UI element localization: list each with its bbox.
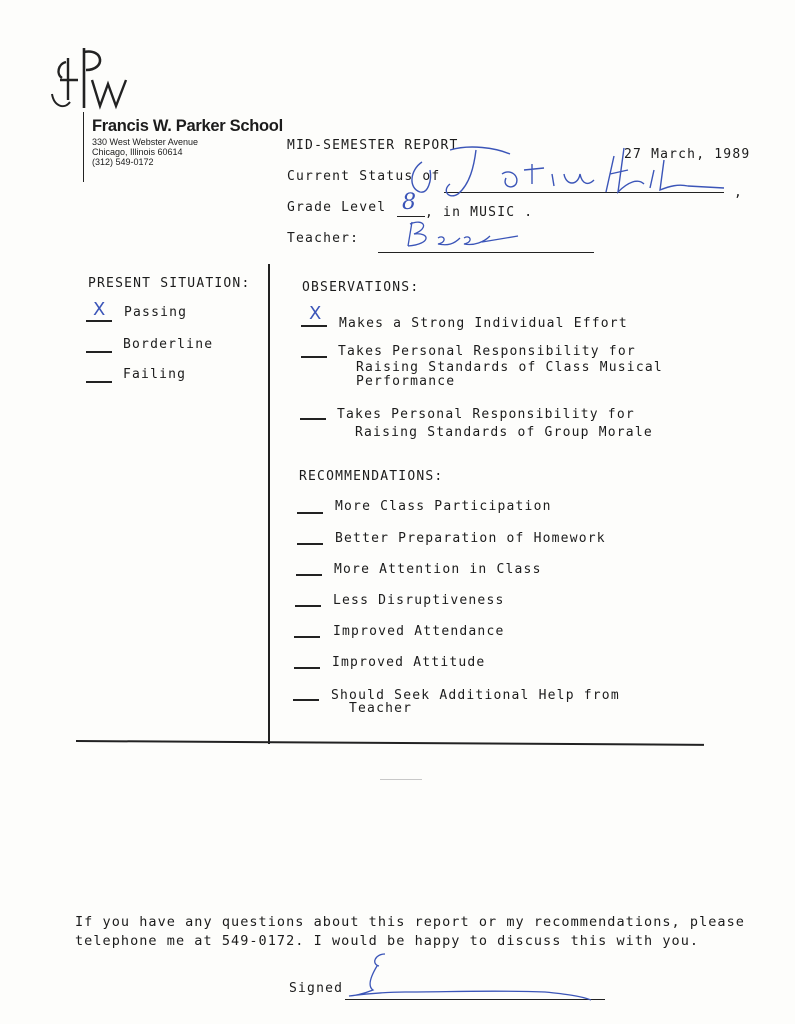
school-name: Francis W. Parker School xyxy=(92,117,283,135)
signed-label: Signed xyxy=(289,981,344,996)
letterhead-rule xyxy=(83,112,84,182)
school-monogram-logo xyxy=(48,44,132,116)
address-city: Chicago, Illinois 60614 xyxy=(92,147,183,157)
report-date: 27 March, 1989 xyxy=(624,147,751,162)
footer-note-line1: If you have any questions about this report or my recommendations, please xyxy=(75,914,745,930)
recommendation-label: Better Preparation of Homework xyxy=(335,531,606,546)
recommendations-heading: RECOMMENDATIONS: xyxy=(299,469,444,484)
observation-label: Makes a Strong Individual Effort xyxy=(339,316,628,331)
situation-label: Failing xyxy=(123,367,187,382)
teacher-signature-mark xyxy=(345,948,605,1004)
recommendation-label: Improved Attendance xyxy=(333,624,505,639)
situation-blank xyxy=(86,381,112,383)
situation-label: Passing xyxy=(124,305,188,320)
observation-check-mark: X xyxy=(309,303,322,324)
observation-label-line1: Takes Personal Responsibility for xyxy=(338,344,636,359)
observation-blank xyxy=(301,325,327,327)
recommendation-blank xyxy=(295,605,321,607)
situation-check-mark: X xyxy=(93,299,106,320)
situation-blank xyxy=(86,320,112,322)
recommendation-blank xyxy=(297,512,323,514)
grade-subject: , in MUSIC . xyxy=(425,205,534,220)
recommendation-label: Improved Attitude xyxy=(332,655,486,670)
grade-value-handwritten: 8 xyxy=(402,190,416,215)
recommendation-blank xyxy=(293,699,319,701)
present-situation-heading: PRESENT SITUATION: xyxy=(88,276,251,291)
column-divider xyxy=(268,264,270,744)
observation-label-line2: Raising Standards of Class Musical xyxy=(356,360,663,375)
recommendation-label-line2: Teacher xyxy=(349,701,413,716)
recommendation-blank xyxy=(294,667,320,669)
faint-divider xyxy=(380,779,422,780)
recommendation-blank xyxy=(296,574,322,576)
footer-note-line2: telephone me at 549-0172. I would be happy to discuss this with you. xyxy=(75,933,700,949)
observations-heading: OBSERVATIONS: xyxy=(302,280,420,295)
recommendation-label: More Class Participation xyxy=(335,499,552,514)
report-title: MID-SEMESTER REPORT xyxy=(287,138,459,153)
section-bottom-rule xyxy=(76,740,704,745)
observation-blank xyxy=(301,356,327,358)
recommendation-label: Less Disruptiveness xyxy=(333,593,505,608)
school-address xyxy=(92,137,198,167)
teacher-label: Teacher: xyxy=(287,231,360,246)
observation-label-line3: Performance xyxy=(356,374,456,389)
address-phone: (312) 549-0172 xyxy=(92,157,154,167)
status-label: Current Status of xyxy=(287,169,441,184)
observation-label-line1: Takes Personal Responsibility for xyxy=(337,407,635,422)
situation-label: Borderline xyxy=(123,337,214,352)
observation-label-line2: Raising Standards of Group Morale xyxy=(355,425,653,440)
recommendation-blank xyxy=(297,543,323,545)
grade-label: Grade Level xyxy=(287,200,387,215)
teacher-signature xyxy=(398,214,522,254)
recommendation-blank xyxy=(294,636,320,638)
address-street: 330 West Webster Avenue xyxy=(92,137,199,147)
recommendation-label-line1: Should Seek Additional Help from xyxy=(331,688,620,703)
recommendation-label: More Attention in Class xyxy=(334,562,542,577)
observation-blank xyxy=(300,418,326,420)
situation-blank xyxy=(86,351,112,353)
status-trailing-comma: , xyxy=(734,185,744,200)
student-name-signature xyxy=(392,140,732,202)
